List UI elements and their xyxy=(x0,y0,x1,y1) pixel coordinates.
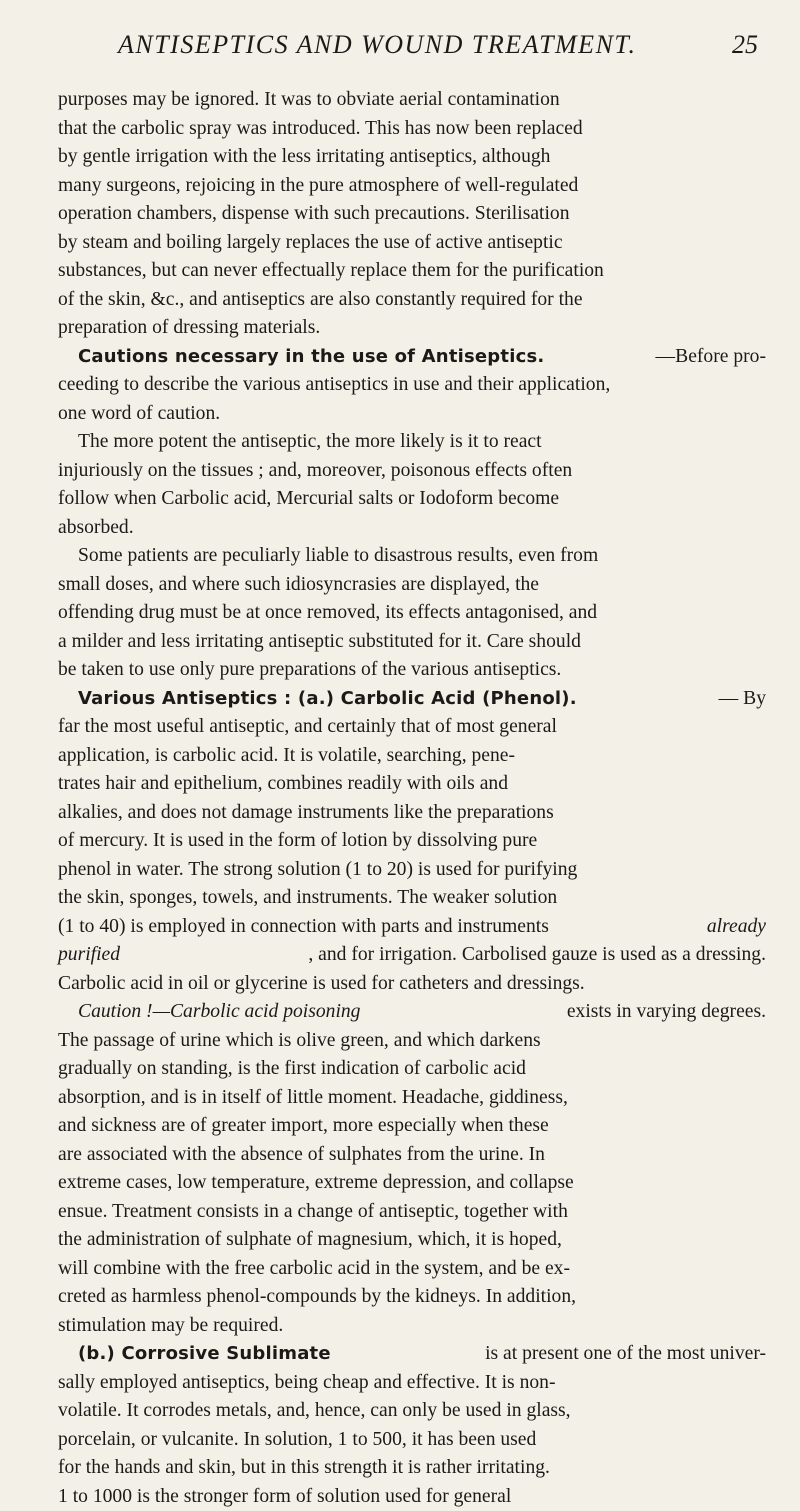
text-line: a milder and less irritating antiseptic substituted for it. Care should xyxy=(58,628,766,657)
text-line: purified , and for irrigation. Carbolised gauze is used as a dressing. xyxy=(58,941,766,970)
text-line: alkalies, and does not damage instruments like the preparations xyxy=(58,799,766,828)
text-line: of mercury. It is used in the form of lotion by dissolving pure xyxy=(58,827,766,856)
text-line: Some patients are peculiarly liable to disastrous results, even from xyxy=(58,542,766,571)
text-line: by gentle irrigation with the less irritating antiseptics, although xyxy=(58,143,766,172)
body-text xyxy=(58,86,766,1511)
text-line: absorbed. xyxy=(58,514,766,543)
text-line: for the hands and skin, but in this strength it is rather irritating. xyxy=(58,1454,766,1483)
text-line: that the carbolic spray was introduced. This has now been replaced xyxy=(58,115,766,144)
text-line: creted as harmless phenol-compounds by the kidneys. In addition, xyxy=(58,1283,766,1312)
text-line: and sickness are of greater import, more especially when these xyxy=(58,1112,766,1141)
text-line: operation chambers, dispense with such precautions. Sterilisation xyxy=(58,200,766,229)
text-line: The more potent the antiseptic, the more likely is it to react xyxy=(58,428,766,457)
text-line: small doses, and where such idiosyncrasies are displayed, the xyxy=(58,571,766,600)
text-line: the administration of sulphate of magnesium, which, it is hoped, xyxy=(58,1226,766,1255)
text-line: will combine with the free carbolic acid in the system, and be ex- xyxy=(58,1255,766,1284)
text-line: preparation of dressing materials. xyxy=(58,314,766,343)
running-head xyxy=(0,30,800,70)
text-line: of the skin, &c., and antiseptics are also constantly required for the xyxy=(58,286,766,315)
text-line: follow when Carbolic acid, Mercurial salts or Iodoform become xyxy=(58,485,766,514)
text-line: substances, but can never effectually replace them for the purification xyxy=(58,257,766,286)
corrosive-sublimate-heading: (b.) Corrosive Sublimate xyxy=(78,1340,331,1369)
text-line: injuriously on the tissues ; and, moreover, poisonous effects often xyxy=(58,457,766,486)
caution-heading: Caution !—Carbolic acid poisoning xyxy=(78,998,360,1027)
text-line: absorption, and is in itself of little moment. Headache, giddiness, xyxy=(58,1084,766,1113)
text-line: the skin, sponges, towels, and instruments. The weaker solution xyxy=(58,884,766,913)
text-line: stimulation may be required. xyxy=(58,1312,766,1341)
text-line: gradually on standing, is the first indication of carbolic acid xyxy=(58,1055,766,1084)
page-number: 25 xyxy=(732,30,758,60)
text-line: application, is carbolic acid. It is volatile, searching, pene- xyxy=(58,742,766,771)
section-heading-line: Caution !—Carbolic acid poisoning exists in varying degrees. xyxy=(58,998,766,1027)
text-line: 1 to 1000 is the stronger form of solution used for general xyxy=(58,1483,766,1511)
text-line: volatile. It corrodes metals, and, hence, can only be used in glass, xyxy=(58,1397,766,1426)
text-line: phenol in water. The strong solution (1 to 20) is used for purifying xyxy=(58,856,766,885)
text-line: far the most useful antiseptic, and certainly that of most general xyxy=(58,713,766,742)
text-line: extreme cases, low temperature, extreme depression, and collapse xyxy=(58,1169,766,1198)
text-line: many surgeons, rejoicing in the pure atmosphere of well-regulated xyxy=(58,172,766,201)
text-line: The passage of urine which is olive green, and which darkens xyxy=(58,1027,766,1056)
text-line: are associated with the absence of sulphates from the urine. In xyxy=(58,1141,766,1170)
text-line: sally employed antiseptics, being cheap and effective. It is non- xyxy=(58,1369,766,1398)
section-heading-line: Cautions necessary in the use of Antiseptics. —Before pro- xyxy=(58,343,766,372)
section-heading-line: (b.) Corrosive Sublimate is at present one of the most univer- xyxy=(58,1340,766,1369)
text-line: trates hair and epithelium, combines readily with oils and xyxy=(58,770,766,799)
text-line: be taken to use only pure preparations of the various antiseptics. xyxy=(58,656,766,685)
cautions-heading: Cautions necessary in the use of Antiseptics. xyxy=(78,343,544,372)
text-line: (1 to 40) is employed in connection with parts and instruments already xyxy=(58,913,766,942)
text-line: ceeding to describe the various antiseptics in use and their application, xyxy=(58,371,766,400)
text-line: one word of caution. xyxy=(58,400,766,429)
various-antiseptics-heading: Various Antiseptics : (a.) Carbolic Acid (Phenol). xyxy=(78,685,577,714)
text-line: ensue. Treatment consists in a change of antiseptic, together with xyxy=(58,1198,766,1227)
text-line: Carbolic acid in oil or glycerine is used for catheters and dressings. xyxy=(58,970,766,999)
section-heading-line: Various Antiseptics : (a.) Carbolic Acid (Phenol). — By xyxy=(58,685,766,714)
text-line: offending drug must be at once removed, its effects antagonised, and xyxy=(58,599,766,628)
text-line: porcelain, or vulcanite. In solution, 1 to 500, it has been used xyxy=(58,1426,766,1455)
text-line: by steam and boiling largely replaces the use of active antiseptic xyxy=(58,229,766,258)
text-line: purposes may be ignored. It was to obviate aerial contamination xyxy=(58,86,766,115)
running-title: ANTISEPTICS AND WOUND TREATMENT. xyxy=(118,30,636,60)
